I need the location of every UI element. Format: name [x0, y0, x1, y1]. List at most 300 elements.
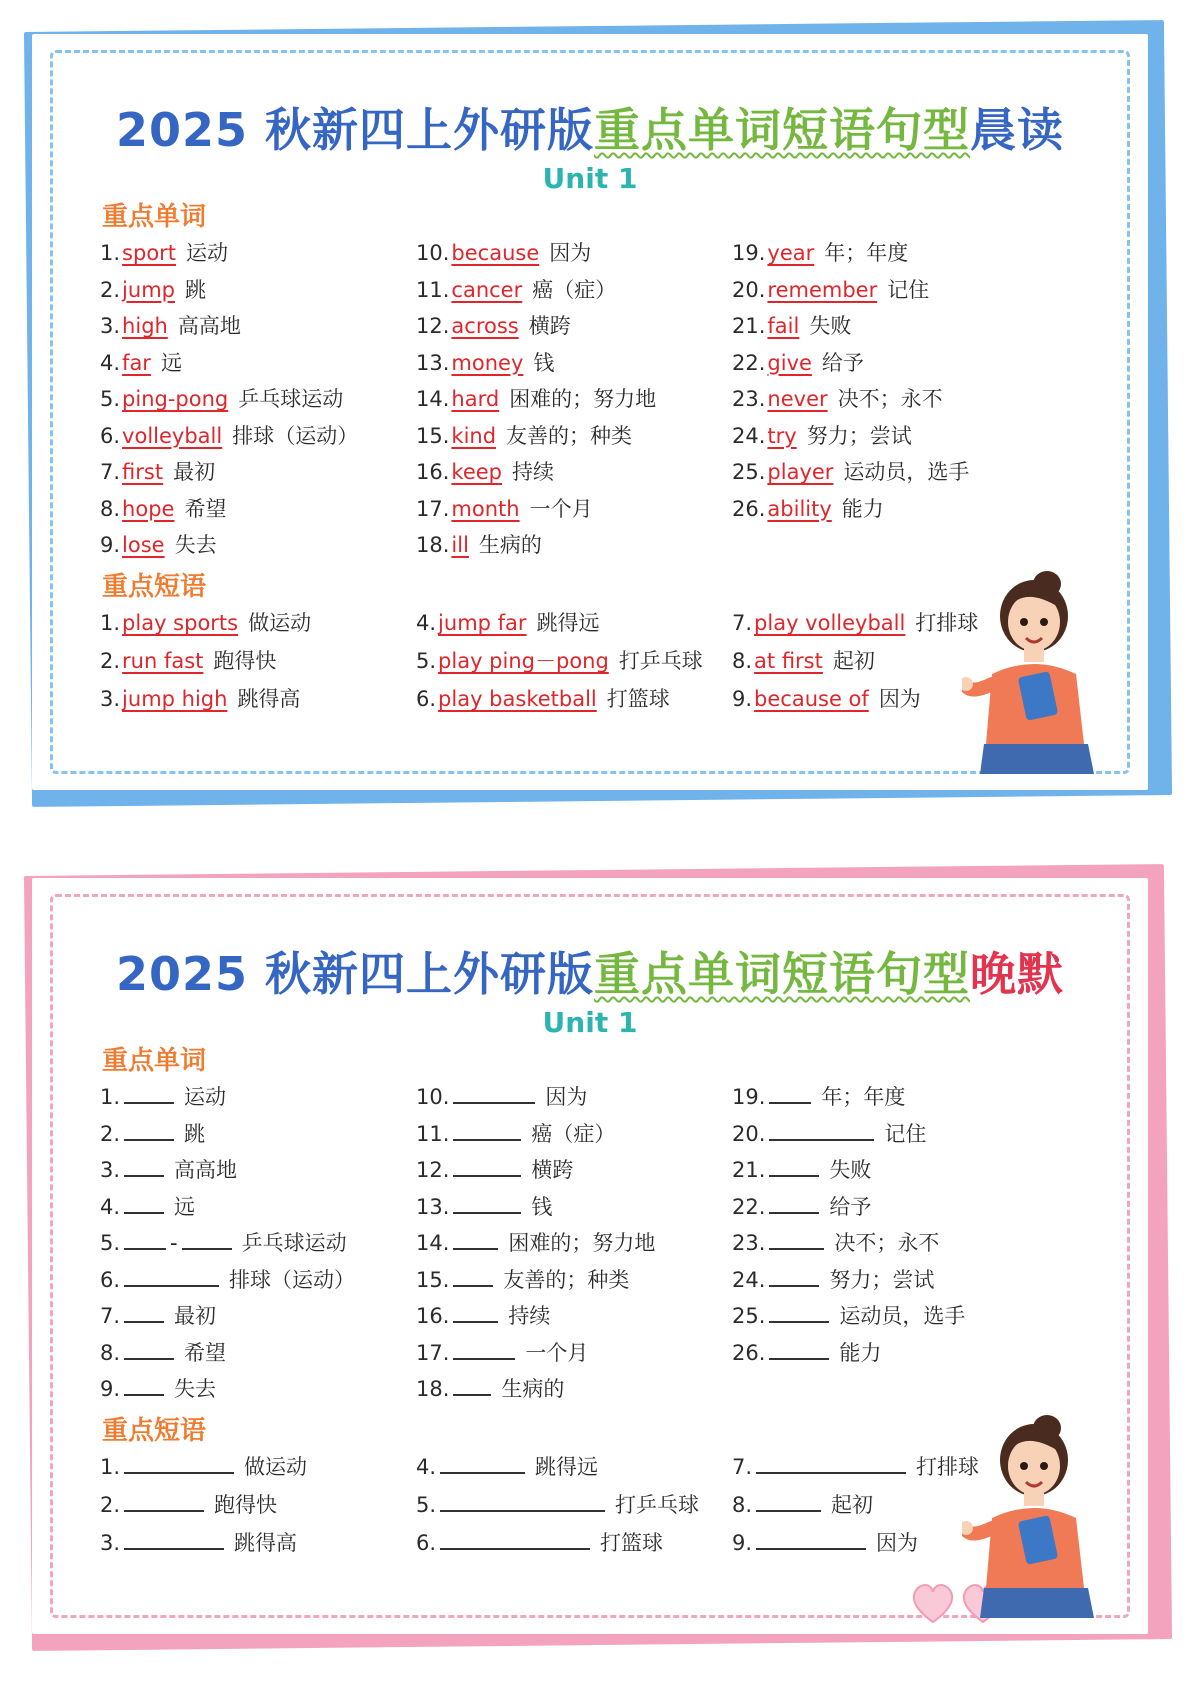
chinese-meaning: 失败 — [809, 314, 852, 338]
item-number: 7. — [100, 1304, 121, 1328]
item-number: 14. — [416, 1231, 450, 1255]
chinese-meaning: 因为 — [549, 241, 592, 265]
page-title — [32, 94, 1148, 160]
chinese-meaning: 远 — [174, 1194, 196, 1219]
chinese-meaning: 跳得远 — [536, 611, 600, 635]
list-item — [416, 421, 632, 451]
list-item — [100, 384, 343, 414]
list-item — [732, 457, 969, 487]
phrases-heading: 重点短语 — [102, 1416, 207, 1446]
chinese-meaning: 最初 — [174, 1304, 217, 1328]
answer-blank[interactable] — [769, 1301, 829, 1323]
list-item — [732, 421, 912, 451]
answer-blank[interactable] — [124, 1374, 164, 1396]
list-item — [416, 238, 591, 268]
english-answer: never — [767, 387, 828, 411]
teacher-illustration — [962, 1398, 1112, 1618]
chinese-meaning: 跳 — [184, 1121, 206, 1146]
list-item — [416, 1265, 629, 1295]
list-item — [416, 1452, 598, 1482]
answer-blank[interactable] — [453, 1338, 515, 1360]
item-number: 18. — [416, 533, 450, 557]
list-item — [416, 530, 542, 560]
chinese-meaning: 因为 — [878, 687, 921, 711]
chinese-meaning: 跳得高 — [234, 1531, 298, 1555]
english-answer: month — [451, 496, 520, 521]
answer-blank[interactable] — [453, 1155, 521, 1177]
english-answer: play ping－pong — [438, 649, 609, 673]
answer-blank[interactable] — [453, 1301, 498, 1323]
answer-blank[interactable] — [124, 1228, 166, 1250]
list-item — [100, 238, 228, 268]
chinese-meaning: 努力；尝试 — [829, 1267, 935, 1292]
answer-blank[interactable] — [124, 1452, 234, 1474]
item-number: 14. — [416, 387, 450, 411]
list-item — [416, 1338, 588, 1368]
item-number: 2. — [100, 649, 121, 673]
list-item — [732, 1228, 939, 1258]
answer-blank[interactable] — [440, 1490, 605, 1512]
english-answer: first — [122, 460, 164, 484]
list-item — [416, 457, 554, 487]
answer-blank[interactable] — [769, 1192, 819, 1214]
unit-label: Unit 1 — [542, 1006, 638, 1039]
english-answer: fail — [767, 314, 800, 338]
words-heading: 重点单词 — [102, 1046, 207, 1076]
item-number: 8. — [732, 649, 753, 673]
item-number: 11. — [416, 277, 450, 302]
item-number: 4. — [100, 350, 121, 375]
item-number: 26. — [732, 496, 766, 521]
chinese-meaning: 年；年度 — [821, 1085, 906, 1109]
chinese-meaning: 失败 — [829, 1158, 872, 1182]
chinese-meaning: 做运动 — [244, 1455, 308, 1479]
chinese-meaning: 跑得快 — [214, 1493, 278, 1517]
list-item — [100, 1192, 195, 1222]
item-number: 1. — [100, 1455, 121, 1479]
chinese-meaning: 打篮球 — [606, 687, 670, 711]
item-number: 20. — [732, 277, 766, 302]
list-item — [416, 646, 703, 676]
item-number: 9. — [100, 1377, 121, 1401]
list-item — [732, 1528, 918, 1558]
chinese-meaning: 起初 — [831, 1493, 874, 1517]
list-item — [732, 1119, 926, 1149]
english-answer: hard — [451, 387, 500, 411]
item-number: 8. — [732, 1493, 753, 1517]
list-item — [416, 1301, 550, 1331]
item-number: 25. — [732, 460, 766, 484]
item-number: 3. — [100, 1158, 121, 1182]
list-item — [416, 608, 600, 638]
answer-blank[interactable] — [124, 1490, 204, 1512]
item-number: 22. — [732, 1194, 766, 1219]
english-answer: ping-pong — [122, 387, 229, 411]
item-number: 21. — [732, 1158, 766, 1182]
hyphen: - — [170, 1231, 178, 1255]
english-answer: run fast — [122, 649, 204, 673]
unit-label: Unit 1 — [542, 162, 638, 195]
chinese-meaning: 生病的 — [478, 533, 542, 557]
chinese-meaning: 打篮球 — [600, 1531, 664, 1555]
list-item — [732, 238, 908, 268]
list-item — [732, 275, 929, 305]
list-item — [732, 384, 943, 414]
chinese-meaning: 决不；永不 — [837, 387, 943, 411]
chinese-meaning: 起初 — [832, 649, 875, 673]
chinese-meaning: 横跨 — [528, 314, 571, 338]
item-number: 20. — [732, 1121, 766, 1146]
item-number: 10. — [416, 241, 450, 265]
item-number: 1. — [100, 1085, 121, 1109]
list-item — [100, 530, 217, 560]
answer-blank[interactable] — [453, 1228, 498, 1250]
answer-blank[interactable] — [769, 1119, 874, 1141]
list-item — [416, 684, 670, 714]
item-number: 3. — [100, 1531, 121, 1555]
chinese-meaning: 钱 — [531, 1194, 553, 1219]
list-item — [100, 457, 215, 487]
chinese-meaning: 给予 — [821, 350, 864, 375]
item-number: 13. — [416, 350, 450, 375]
list-item — [100, 1082, 226, 1112]
title-part1: 2025 秋新四上外研版 — [115, 947, 595, 1001]
english-answer: jump far — [438, 611, 527, 635]
answer-blank[interactable] — [440, 1452, 525, 1474]
list-item — [100, 275, 206, 305]
answer-blank[interactable] — [124, 1082, 174, 1104]
english-answer: jump high — [122, 687, 228, 711]
item-number: 7. — [732, 1455, 753, 1479]
item-number: 5. — [100, 1231, 121, 1255]
item-number: 15. — [416, 1267, 450, 1292]
item-number: 15. — [416, 423, 450, 448]
item-number: 9. — [732, 687, 753, 711]
chinese-meaning: 跳得高 — [237, 687, 301, 711]
chinese-meaning: 失去 — [174, 533, 217, 557]
answer-blank[interactable] — [124, 1301, 164, 1323]
list-item — [732, 1192, 871, 1222]
item-number: 7. — [732, 611, 753, 635]
answer-blank[interactable] — [769, 1265, 819, 1287]
chinese-meaning: 高高地 — [177, 314, 241, 338]
list-item — [732, 1452, 979, 1482]
english-answer: year — [767, 241, 815, 265]
list-item — [100, 311, 241, 341]
item-number: 6. — [100, 1267, 121, 1292]
chinese-meaning: 因为 — [876, 1531, 919, 1555]
item-number: 5. — [416, 649, 437, 673]
chinese-meaning: 生病的 — [501, 1377, 565, 1401]
item-number: 17. — [416, 1340, 450, 1365]
list-item — [416, 384, 656, 414]
list-item — [732, 1338, 881, 1368]
item-number: 3. — [100, 314, 121, 338]
item-number: 7. — [100, 460, 121, 484]
list-item — [100, 608, 311, 638]
answer-blank[interactable] — [453, 1192, 521, 1214]
answer-blank[interactable] — [124, 1338, 174, 1360]
answer-blank[interactable] — [769, 1155, 819, 1177]
item-number: 1. — [100, 611, 121, 635]
item-number: 23. — [732, 387, 766, 411]
answer-blank[interactable] — [756, 1490, 821, 1512]
chinese-meaning: 打乒乓球 — [615, 1493, 700, 1517]
item-number: 4. — [416, 611, 437, 635]
list-item — [732, 1490, 873, 1520]
list-item — [732, 1082, 905, 1112]
chinese-meaning: 做运动 — [248, 611, 312, 635]
item-number: 19. — [732, 1085, 766, 1109]
chinese-meaning: 运动员，选手 — [843, 460, 970, 484]
chinese-meaning: 持续 — [512, 460, 554, 484]
english-answer: give — [767, 350, 812, 375]
chinese-meaning: 给予 — [829, 1194, 872, 1219]
answer-blank[interactable] — [124, 1192, 164, 1214]
item-number: 1. — [100, 241, 121, 265]
item-number: 8. — [100, 496, 121, 521]
item-number: 18. — [416, 1377, 450, 1401]
item-number: 23. — [732, 1231, 766, 1255]
item-number: 16. — [416, 460, 450, 484]
answer-blank[interactable] — [453, 1119, 521, 1141]
english-answer: sport — [122, 241, 177, 265]
chinese-meaning: 高高地 — [174, 1158, 238, 1182]
chinese-meaning: 排球（运动） — [232, 423, 359, 448]
item-number: 6. — [100, 423, 121, 448]
item-number: 16. — [416, 1304, 450, 1328]
list-item — [100, 1119, 205, 1149]
list-item — [100, 1490, 277, 1520]
chinese-meaning: 打排球 — [915, 611, 979, 635]
item-number: 5. — [100, 387, 121, 411]
answer-blank[interactable] — [124, 1528, 224, 1550]
english-answer: play sports — [122, 611, 239, 635]
english-answer: play volleyball — [754, 611, 906, 635]
list-item — [732, 311, 851, 341]
list-item — [416, 1374, 564, 1404]
item-number: 22. — [732, 350, 766, 375]
phrases-heading: 重点短语 — [102, 572, 207, 602]
list-item — [100, 1452, 307, 1482]
item-number: 8. — [100, 1340, 121, 1365]
title-part1: 2025 秋新四上外研版 — [115, 103, 595, 157]
answer-blank[interactable] — [182, 1228, 232, 1250]
english-answer: hope — [122, 496, 175, 521]
list-item — [732, 348, 864, 378]
list-item — [100, 1301, 216, 1331]
title-part2: 重点单词短语句型 — [594, 103, 971, 157]
chinese-meaning: 乒乓球运动 — [241, 1231, 347, 1255]
item-number: 4. — [100, 1194, 121, 1219]
list-item — [100, 1528, 297, 1558]
list-item — [100, 1265, 355, 1295]
chinese-meaning: 运动 — [186, 241, 229, 265]
chinese-meaning: 横跨 — [531, 1158, 574, 1182]
english-answer: far — [122, 350, 151, 375]
list-item — [100, 348, 182, 378]
english-answer: player — [767, 460, 834, 484]
chinese-meaning: 远 — [160, 350, 182, 375]
chinese-meaning: 一个月 — [529, 496, 593, 521]
answer-blank[interactable] — [453, 1374, 491, 1396]
chinese-meaning: 记住 — [884, 1121, 927, 1146]
english-answer: lose — [122, 533, 165, 557]
english-answer: play basketball — [438, 687, 597, 711]
english-answer: ability — [767, 496, 832, 521]
chinese-meaning: 一个月 — [525, 1340, 589, 1365]
title-part2: 重点单词短语句型 — [594, 947, 971, 1001]
item-number: 9. — [732, 1531, 753, 1555]
list-item — [416, 1228, 655, 1258]
list-item — [100, 1155, 237, 1185]
chinese-meaning: 希望 — [184, 1340, 227, 1365]
english-answer: because — [451, 241, 540, 265]
list-item — [416, 494, 593, 524]
english-answer: jump — [122, 277, 175, 302]
chinese-meaning: 努力；尝试 — [806, 423, 912, 448]
answer-blank[interactable] — [756, 1452, 906, 1474]
answer-blank[interactable] — [124, 1155, 164, 1177]
chinese-meaning: 困难的；努力地 — [509, 387, 657, 411]
english-answer: try — [767, 423, 797, 448]
list-item — [100, 421, 358, 451]
card-front — [32, 34, 1148, 790]
item-number: 17. — [416, 496, 450, 521]
item-number: 2. — [100, 277, 121, 302]
english-answer: high — [122, 314, 168, 338]
item-number: 26. — [732, 1340, 766, 1365]
item-number: 10. — [416, 1085, 450, 1109]
morning-reading-card — [18, 16, 1170, 806]
answer-blank[interactable] — [453, 1082, 535, 1104]
item-number: 21. — [732, 314, 766, 338]
chinese-meaning: 乒乓球运动 — [238, 387, 344, 411]
list-item — [416, 1082, 587, 1112]
title-part3: 晚默 — [970, 947, 1065, 1001]
item-number: 13. — [416, 1194, 450, 1219]
item-number: 25. — [732, 1304, 766, 1328]
item-number: 11. — [416, 1121, 450, 1146]
english-answer: at first — [754, 649, 823, 673]
answer-blank[interactable] — [124, 1119, 174, 1141]
item-number: 5. — [416, 1493, 437, 1517]
list-item — [100, 1338, 226, 1368]
chinese-meaning: 能力 — [839, 1340, 882, 1365]
list-item — [732, 684, 921, 714]
evening-dictation-card — [18, 860, 1170, 1650]
words-heading: 重点单词 — [102, 202, 207, 232]
teacher-illustration — [962, 554, 1112, 774]
chinese-meaning: 持续 — [508, 1304, 551, 1328]
list-item — [732, 1155, 871, 1185]
list-item — [416, 348, 554, 378]
answer-blank[interactable] — [453, 1265, 493, 1287]
list-item — [416, 275, 616, 305]
item-number: 12. — [416, 314, 450, 338]
item-number: 6. — [416, 1531, 437, 1555]
list-item — [416, 1155, 573, 1185]
item-number: 9. — [100, 533, 121, 557]
chinese-meaning: 运动 — [184, 1085, 227, 1109]
chinese-meaning: 因为 — [545, 1085, 588, 1109]
list-item — [100, 1374, 216, 1404]
chinese-meaning: 排球（运动） — [229, 1267, 356, 1292]
list-item — [732, 1265, 934, 1295]
list-item — [100, 494, 226, 524]
chinese-meaning: 希望 — [184, 496, 227, 521]
item-number: 2. — [100, 1121, 121, 1146]
english-answer: volleyball — [122, 423, 223, 448]
list-item — [732, 494, 884, 524]
chinese-meaning: 钱 — [533, 350, 555, 375]
english-answer: remember — [767, 277, 878, 302]
chinese-meaning: 最初 — [173, 460, 216, 484]
chinese-meaning: 困难的；努力地 — [508, 1231, 656, 1255]
page-title — [32, 938, 1148, 1004]
list-item — [416, 311, 571, 341]
item-number: 12. — [416, 1158, 450, 1182]
list-item — [416, 1119, 615, 1149]
item-number: 2. — [100, 1493, 121, 1517]
english-answer: kind — [451, 423, 497, 448]
item-number: 19. — [732, 241, 766, 265]
chinese-meaning: 失去 — [174, 1377, 217, 1401]
chinese-meaning: 能力 — [841, 496, 884, 521]
list-item — [732, 646, 875, 676]
answer-blank[interactable] — [769, 1082, 811, 1104]
english-answer: ill — [451, 533, 469, 557]
card-front — [32, 878, 1148, 1634]
list-item — [100, 684, 300, 714]
list-item — [732, 608, 978, 638]
item-number: 6. — [416, 687, 437, 711]
answer-blank[interactable] — [756, 1528, 866, 1550]
chinese-meaning: 记住 — [887, 277, 930, 302]
answer-blank[interactable] — [769, 1228, 824, 1250]
answer-blank[interactable] — [440, 1528, 590, 1550]
chinese-meaning: 友善的；种类 — [506, 423, 633, 448]
english-answer: because of — [754, 687, 869, 711]
list-item — [416, 1528, 663, 1558]
answer-blank[interactable] — [769, 1338, 829, 1360]
chinese-meaning: 癌（症） — [531, 1121, 616, 1146]
english-answer: money — [451, 350, 524, 375]
chinese-meaning: 运动员，选手 — [839, 1304, 966, 1328]
english-answer: cancer — [451, 277, 523, 302]
english-answer: keep — [451, 460, 502, 484]
answer-blank[interactable] — [124, 1265, 219, 1287]
item-number: 3. — [100, 687, 121, 711]
english-answer: across — [451, 314, 519, 338]
chinese-meaning: 打排球 — [916, 1455, 980, 1479]
list-item — [416, 1490, 699, 1520]
item-number: 4. — [416, 1455, 437, 1479]
list-item — [416, 1192, 552, 1222]
list-item — [732, 1301, 965, 1331]
chinese-meaning: 跳 — [184, 277, 206, 302]
chinese-meaning: 决不；永不 — [834, 1231, 940, 1255]
list-item — [100, 1228, 347, 1258]
list-item — [100, 646, 276, 676]
item-number: 24. — [732, 1267, 766, 1292]
chinese-meaning: 跳得远 — [535, 1455, 599, 1479]
chinese-meaning: 友善的；种类 — [503, 1267, 630, 1292]
chinese-meaning: 打乒乓球 — [618, 649, 703, 673]
item-number: 24. — [732, 423, 766, 448]
chinese-meaning: 癌（症） — [532, 277, 617, 302]
chinese-meaning: 跑得快 — [213, 649, 277, 673]
